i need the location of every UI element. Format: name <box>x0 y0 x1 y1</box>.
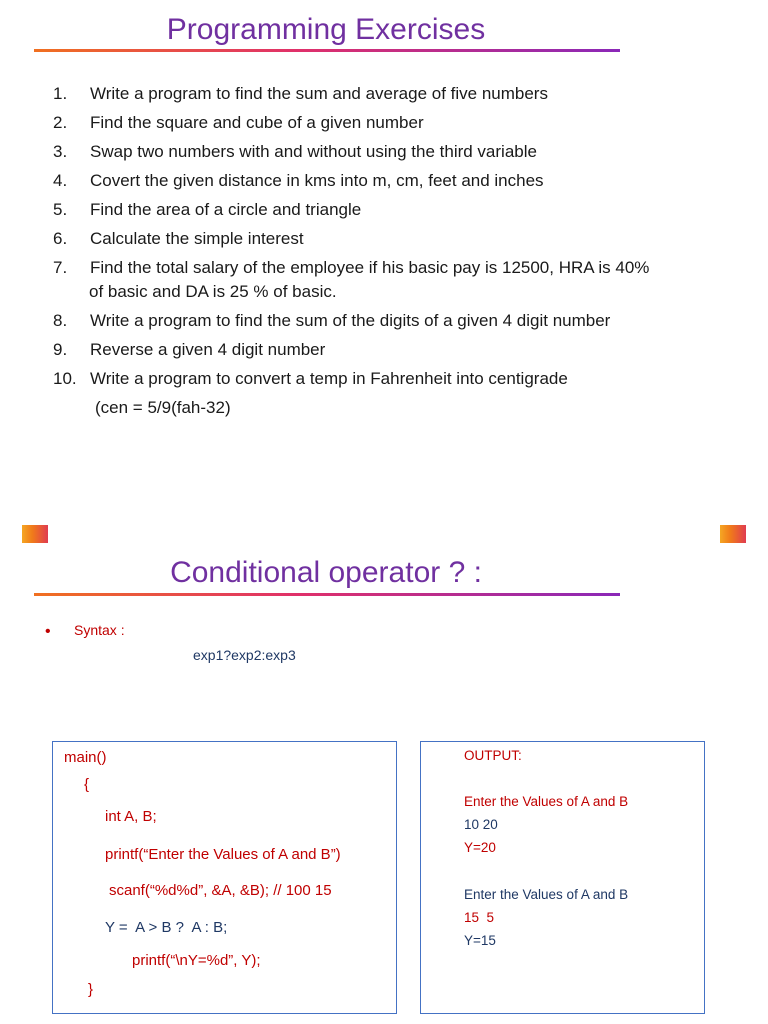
code-line: } <box>88 981 94 998</box>
output-box <box>420 741 705 1014</box>
code-line: { <box>84 776 90 793</box>
exercise-item <box>0 227 720 251</box>
exercise-item <box>0 169 720 193</box>
output-line: Y=15 <box>464 933 496 948</box>
exercise-number: 7. <box>53 258 68 277</box>
exercise-text: Write a program to convert a temp in Fahrenheit into centigrade <box>90 369 568 388</box>
syntax-expression: exp1?exp2:exp3 <box>193 647 296 663</box>
exercise-text-continuation: of basic and DA is 25 % of basic. <box>89 282 337 301</box>
code-line: Y = A > B ? A : B; <box>105 919 228 936</box>
exercise-number: 1. <box>53 84 68 103</box>
output-heading: OUTPUT: <box>464 748 522 763</box>
exercise-item <box>0 338 720 362</box>
exercise-number: 4. <box>53 171 68 190</box>
bullet-icon: • <box>45 623 51 640</box>
code-line: main() <box>64 749 107 766</box>
syntax-label: Syntax : <box>74 622 125 638</box>
code-line: printf(“Enter the Values of A and B”) <box>105 846 341 863</box>
exercise-number: 10. <box>53 369 77 388</box>
output-line: 10 20 <box>464 817 498 832</box>
exercise-text: Covert the given distance in kms into m, cm, feet and inches <box>90 171 544 190</box>
title-underline <box>34 49 620 52</box>
slide-marker-right <box>720 525 746 543</box>
exercise-formula: (cen = 5/9(fah-32) <box>95 398 231 417</box>
exercise-item <box>0 367 720 420</box>
exercise-number: 9. <box>53 340 68 359</box>
slide-title-conditional-operator: Conditional operator ? : <box>170 556 482 589</box>
exercise-text: Swap two numbers with and without using the third variable <box>90 142 537 161</box>
exercise-text: Find the total salary of the employee if his basic pay is 12500, HRA is 40% <box>90 258 650 277</box>
output-line: Enter the Values of A and B <box>464 794 629 809</box>
exercise-number: 2. <box>53 113 68 132</box>
exercise-item <box>0 82 720 106</box>
exercise-number: 6. <box>53 229 68 248</box>
output-line: Enter the Values of A and B <box>464 887 629 902</box>
exercise-text: Reverse a given 4 digit number <box>90 340 326 359</box>
exercise-text: Write a program to find the sum and average of five numbers <box>90 84 548 103</box>
exercise-item <box>0 140 720 164</box>
code-box <box>52 741 397 1014</box>
exercise-item <box>0 256 720 304</box>
code-line: printf(“\nY=%d”, Y); <box>132 952 261 969</box>
exercise-item <box>0 198 720 222</box>
exercise-list <box>0 82 720 425</box>
output-line: 15 5 <box>464 910 495 925</box>
exercise-text: Find the square and cube of a given number <box>90 113 424 132</box>
exercise-number: 8. <box>53 311 68 330</box>
exercise-text: Calculate the simple interest <box>90 229 304 248</box>
exercise-item <box>0 309 720 333</box>
title-underline <box>34 593 620 596</box>
code-line: int A, B; <box>105 808 157 825</box>
exercise-number: 3. <box>53 142 68 161</box>
exercise-text: Find the area of a circle and triangle <box>90 200 362 219</box>
output-line: Y=20 <box>464 840 496 855</box>
slide-marker-left <box>22 525 48 543</box>
exercise-item <box>0 111 720 135</box>
exercise-number: 5. <box>53 200 68 219</box>
exercise-text: Write a program to find the sum of the digits of a given 4 digit number <box>90 311 611 330</box>
slide-title-programming-exercises: Programming Exercises <box>166 13 486 46</box>
code-line: scanf(“%d%d”, &A, &B); // 100 15 <box>109 882 332 899</box>
